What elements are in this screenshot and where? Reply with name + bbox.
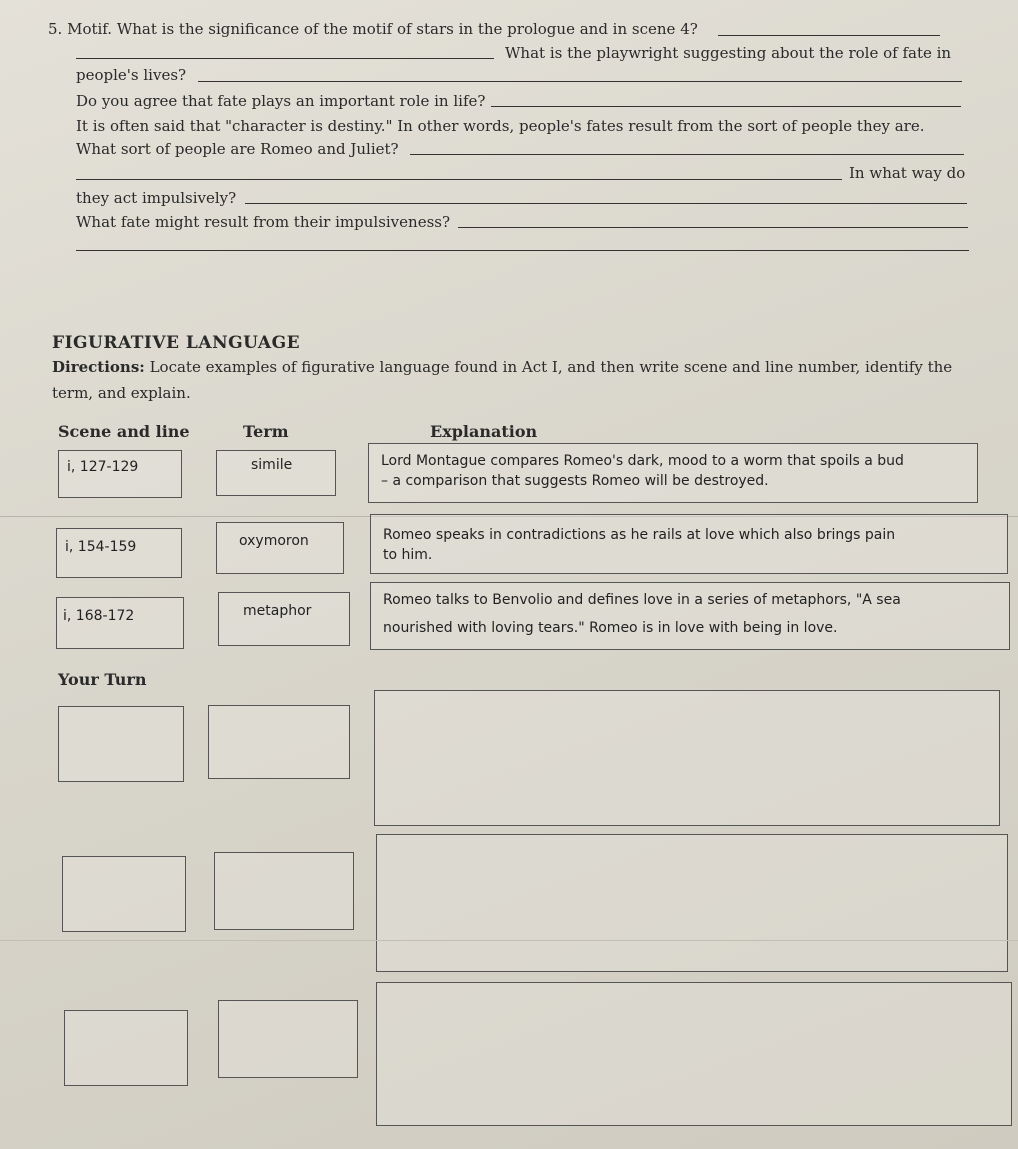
- column-header-explanation: Explanation: [430, 422, 538, 441]
- your-turn-term-input-1[interactable]: [208, 705, 350, 779]
- term-box-example-1: [216, 450, 336, 496]
- term-value: metaphor: [243, 603, 312, 619]
- your-turn-scene-input-1[interactable]: [58, 706, 184, 782]
- explanation-box-example-3: Romeo talks to Benvolio and defines love in a series of metaphors, "A sea nourished with loving tears." Romeo is in love with being in love.: [370, 582, 1010, 650]
- your-turn-explanation-input-3[interactable]: [376, 982, 1012, 1126]
- question-impulsive-cont: they act impulsively?: [76, 189, 237, 207]
- scene-value: i, 168-172: [63, 608, 135, 624]
- your-turn-scene-input-3[interactable]: [64, 1010, 188, 1086]
- question-motif-stars: 5. Motif. What is the significance of the motif of stars in the prologue and in scene 4?: [48, 20, 698, 38]
- question-fate-role: What is the playwright suggesting about the role of fate in: [505, 44, 952, 62]
- term-value: simile: [251, 457, 293, 473]
- your-turn-heading: Your Turn: [58, 670, 147, 689]
- answer-line-6[interactable]: [76, 179, 842, 180]
- column-header-scene: Scene and line: [58, 422, 190, 441]
- question-impulsive: In what way do: [849, 164, 966, 182]
- answer-line-3[interactable]: [198, 81, 962, 82]
- term-box-example-3: [218, 592, 350, 646]
- scene-box-example-3: [56, 597, 184, 649]
- directions: Directions: Locate examples of figurative language found in Act I, and then write scene and line number, identify the: [52, 358, 953, 376]
- question-fate-role-cont: people's lives?: [76, 66, 187, 84]
- answer-line-5[interactable]: [410, 154, 964, 155]
- section-title-figurative-language: FIGURATIVE LANGUAGE: [52, 333, 301, 353]
- question-agree-fate: Do you agree that fate plays an important role in life?: [76, 92, 486, 110]
- question-impulsiveness-fate: What fate might result from their impulsiveness?: [76, 213, 451, 231]
- your-turn-explanation-input-2[interactable]: [376, 834, 1008, 972]
- scene-value: i, 127-129: [67, 459, 139, 475]
- term-box-example-2: [216, 522, 344, 574]
- scene-value: i, 154-159: [65, 539, 137, 555]
- question-sort-of-people: What sort of people are Romeo and Juliet?: [76, 140, 399, 158]
- your-turn-term-input-2[interactable]: [214, 852, 354, 930]
- column-header-term: Term: [243, 422, 289, 441]
- explanation-box-example-1: Lord Montague compares Romeo's dark, mood to a worm that spoils a bud – a comparison that suggests Romeo will be destroyed.: [368, 443, 978, 503]
- answer-line-2[interactable]: [76, 58, 494, 59]
- answer-line-7[interactable]: [245, 203, 967, 204]
- your-turn-scene-input-2[interactable]: [62, 856, 186, 932]
- answer-line-4[interactable]: [491, 106, 961, 107]
- term-value: oxymoron: [239, 533, 309, 549]
- scene-box-example-2: [56, 528, 182, 578]
- answer-line-9[interactable]: [76, 250, 969, 251]
- fold-line-2: [0, 940, 1018, 941]
- explanation-box-example-2: Romeo speaks in contradictions as he rails at love which also brings pain to him.: [370, 514, 1008, 574]
- answer-line-1[interactable]: [718, 35, 940, 36]
- statement-character-destiny: It is often said that "character is destiny." In other words, people's fates result from the sort of people they are.: [76, 117, 925, 135]
- scene-box-example-1: [58, 450, 182, 498]
- answer-line-8[interactable]: [458, 227, 968, 228]
- directions-cont: term, and explain.: [52, 384, 191, 402]
- your-turn-explanation-input-1[interactable]: [374, 690, 1000, 826]
- your-turn-term-input-3[interactable]: [218, 1000, 358, 1078]
